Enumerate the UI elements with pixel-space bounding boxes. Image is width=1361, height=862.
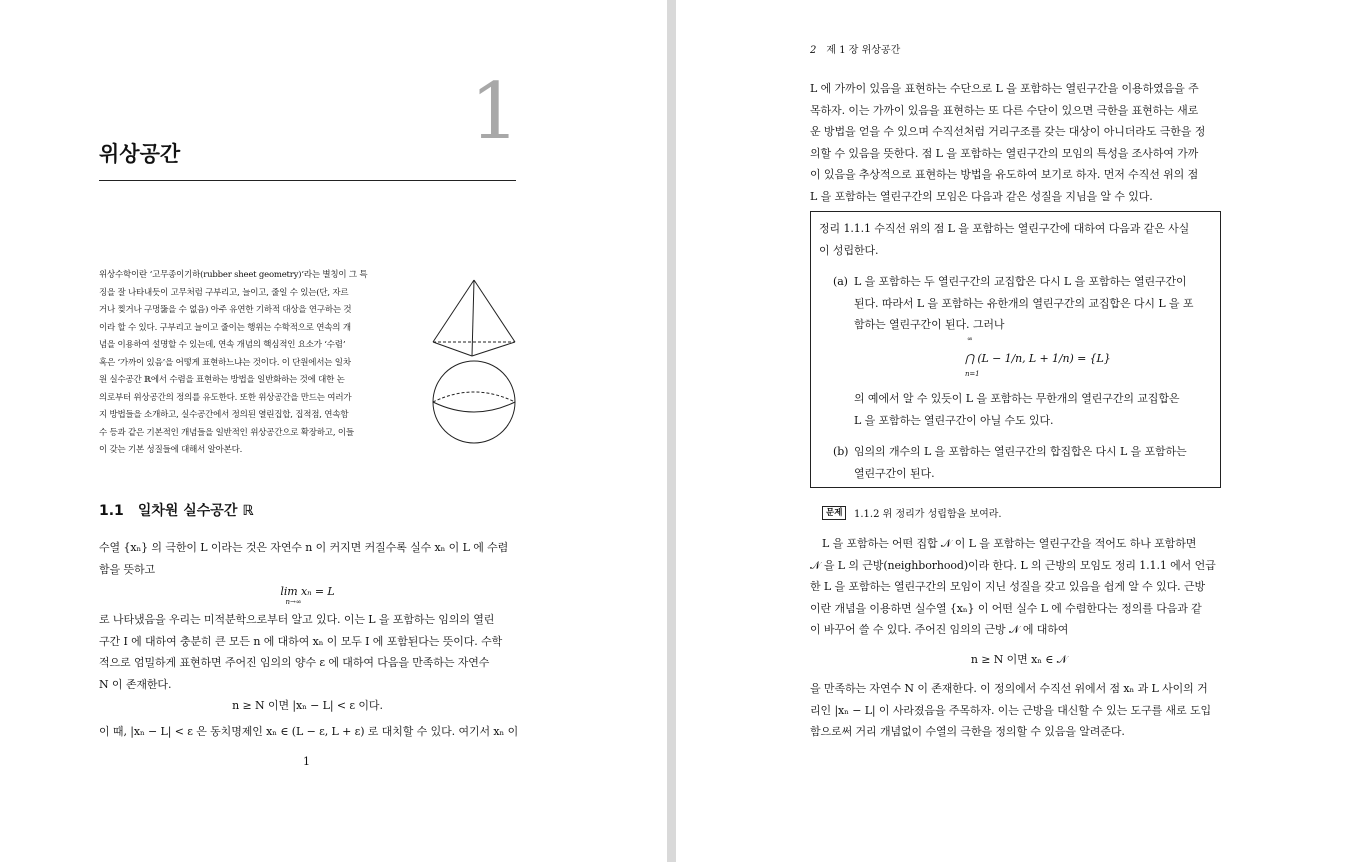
body-line: N 이 존재한다. (99, 677, 172, 691)
running-head-chapter: 제 1 장 위상공간 (826, 45, 901, 56)
intersection-subscript: n=1 (965, 370, 980, 378)
section-number: 1.1 (99, 503, 124, 519)
theorem-box (810, 211, 1221, 488)
page-number: 1 (303, 755, 310, 768)
item-a-label: (a) (833, 275, 848, 288)
intro-line: 거나 찢거나 구멍뚫을 수 없음) 아주 유연한 기하적 대상을 연구하는 것 (99, 305, 352, 315)
theorem-line: 정리 1.1.1 수직선 위의 점 L 을 포함하는 열린구간에 대하여 다음과 같은 사실 (819, 222, 1190, 235)
item-b-line: 임의의 개수의 L 을 포함하는 열린구간의 합집합은 다시 L 을 포함하는 (854, 445, 1187, 458)
page-gutter (667, 0, 676, 862)
intro-line: 념을 이용하여 설명할 수 있는데, 연속 개념의 핵심적인 요소가 ‘수렴’ (99, 340, 346, 350)
section-heading (99, 500, 253, 520)
chapter-title: 위상공간 (99, 142, 181, 166)
intro-line: 위상수학이란 ‘고무종이기하(rubber sheet geometry)’라는 별칭이 그 특 (99, 270, 368, 280)
body-line: 이 때, |xₙ − L| < ε 은 동치명제인 xₙ ∈ (L − ε, L + ε) 로 대치할 수 있다. 여기서 xₙ 이 (99, 725, 519, 738)
problem-badge: 문제 (822, 506, 846, 520)
intro-line: 원 실수공간 ℝ에서 수렴을 표현하는 방법을 일반화하는 것에 대한 논 (99, 375, 345, 385)
body-line: 적으로 엄밀하게 표현하면 주어진 임의의 양수 ε 에 대하여 다음을 만족하는 자연수 (99, 656, 490, 669)
paragraph-line: 의할 수 있음을 뜻한다. 점 L 을 포함하는 열린구간의 모임의 특성을 조사하여 가까 (810, 146, 1199, 160)
body-line: 함을 뜻하고 (99, 562, 156, 576)
intro-line: 징을 잘 나타내듯이 고무처럼 구부리고, 늘이고, 줄일 수 있는(단, 자르 (99, 287, 349, 298)
paragraph-line: 한 L 을 포함하는 열린구간의 모임이 지닌 성질을 갖고 있음을 쉽게 알 수 있다. 근방 (810, 580, 1205, 593)
chapter-title-rule (99, 180, 516, 181)
paragraph-line: 리인 |xₙ − L| 이 사라졌음을 주목하자. 이는 근방을 대신할 수 있는 도구를 새로 도입 (810, 703, 1212, 717)
paragraph-line: 운 방법을 얻을 수 있으며 수직선처럼 거리구조를 갖는 대상이 아니더라도 극한을 정 (810, 125, 1206, 138)
paragraph-line: 이란 개념을 이용하면 실수열 {xₙ} 이 어떤 실수 L 에 수렴한다는 정의를 다음과 같 (810, 601, 1202, 615)
paragraph-line: L 에 가까이 있음을 표현하는 수단으로 L 을 포함하는 열린구간을 이용하였음을 주 (810, 82, 1199, 95)
intro-line: 혹은 ‘가까이 있음’을 어떻게 표현하느냐는 것이다. 이 단원에서는 일차 (99, 357, 351, 368)
paragraph-line: 𝒩 을 L 의 근방(neighborhood)이라 한다. L 의 근방의 모임도 정리 1.1.1 에서 언급 (810, 558, 1216, 572)
paragraph-line: 목하자. 이는 가까이 있음을 표현하는 또 다른 수단이 있으면 극한을 표현하는 새로 (810, 103, 1199, 117)
epsilon-condition-equation: n ≥ N 이면 |xₙ − L| < ε 이다. (232, 699, 383, 712)
intersection-equation: ⋂ (L − 1/n, L + 1/n) = {L} (965, 352, 1111, 365)
running-head (810, 41, 900, 56)
item-a-line: L 을 포함하는 두 열린구간의 교집합은 다시 L 을 포함하는 열린구간이 (854, 275, 1187, 288)
item-a-line: L 을 포함하는 열린구간이 아닐 수도 있다. (854, 413, 1054, 427)
problem-text: 1.1.2 위 정리가 성립함을 보여라. (854, 509, 1002, 520)
pyramid-sphere-figure (428, 276, 520, 446)
body-line: 수열 {xₙ} 의 극한이 L 이라는 것은 자연수 n 이 커지면 커질수록 실수 xₙ 이 L 에 수렴 (99, 541, 509, 554)
neighborhood-equation: n ≥ N 이면 xₙ ∈ 𝒩 (970, 653, 1068, 666)
body-line: 구간 I 에 대하여 충분히 큰 모든 n 에 대하여 xₙ 이 모두 I 에 포함된다는 뜻이다. 수학 (99, 634, 503, 648)
paragraph-line: 이 바꾸어 쓸 수 있다. 주어진 임의의 근방 𝒩 에 대하여 (810, 623, 1069, 636)
paragraph-line: 이 있음을 추상적으로 표현하는 방법을 유도하여 보기로 하자. 먼저 수직선 위의 점 (810, 168, 1199, 181)
intro-line: 수 등과 같은 기본적인 개념들을 일반적인 위상공간으로 확장하고, 이들 (99, 427, 354, 438)
item-b-label: (b) (833, 445, 849, 458)
intro-line: 이 갖는 기본 성질들에 대해서 알아본다. (99, 445, 243, 455)
limit-equation: lim xₙ = L (280, 585, 335, 598)
paragraph-line: L 을 포함하는 어떤 집합 𝒩 이 L 을 포함하는 열린구간을 적어도 하나 포함하면 (822, 537, 1197, 550)
item-b-line: 열린구간이 된다. (854, 466, 935, 480)
body-line: 로 나타냈음을 우리는 미적분학으로부터 알고 있다. 이는 L 을 포함하는 임의의 열린 (99, 613, 495, 626)
limit-subscript: n→∞ (285, 598, 302, 606)
intersection-superscript: ∞ (967, 335, 973, 343)
intro-line: 의로부터 위상공간의 정의를 유도한다. 또한 위상공간을 만드는 여러가 (99, 392, 352, 403)
item-a-line: 함하는 열린구간이 된다. 그러나 (854, 318, 1005, 331)
item-a-line: 의 예에서 알 수 있듯이 L 을 포함하는 무한개의 열린구간의 교집합은 (854, 392, 1180, 405)
paragraph-line: L 을 포함하는 열린구간의 모임은 다음과 같은 성질을 지님을 알 수 있다. (810, 189, 1153, 203)
section-title: 일차원 실수공간 ℝ (137, 503, 254, 519)
running-head-page: 2 (810, 45, 817, 56)
chapter-number: 1 (470, 67, 520, 157)
theorem-line: 이 성립한다. (819, 243, 879, 257)
intro-line: 이라 할 수 있다. 구부리고 늘이고 줄이는 행위는 수학적으로 연속의 개 (99, 322, 351, 333)
item-a-line: 된다. 따라서 L 을 포함하는 유한개의 열린구간의 교집합은 다시 L 을 포 (854, 296, 1194, 310)
intro-line: 지 방법들을 소개하고, 실수공간에서 정의된 열린집합, 집적점, 연속함 (99, 410, 349, 420)
paragraph-line: 을 만족하는 자연수 N 이 존재한다. 이 정의에서 수직선 위에서 점 xₙ 과 L 사이의 거 (810, 682, 1208, 695)
paragraph-line: 함으로써 거리 개념없이 수열의 극한을 정의할 수 있음을 알려준다. (810, 725, 1125, 738)
